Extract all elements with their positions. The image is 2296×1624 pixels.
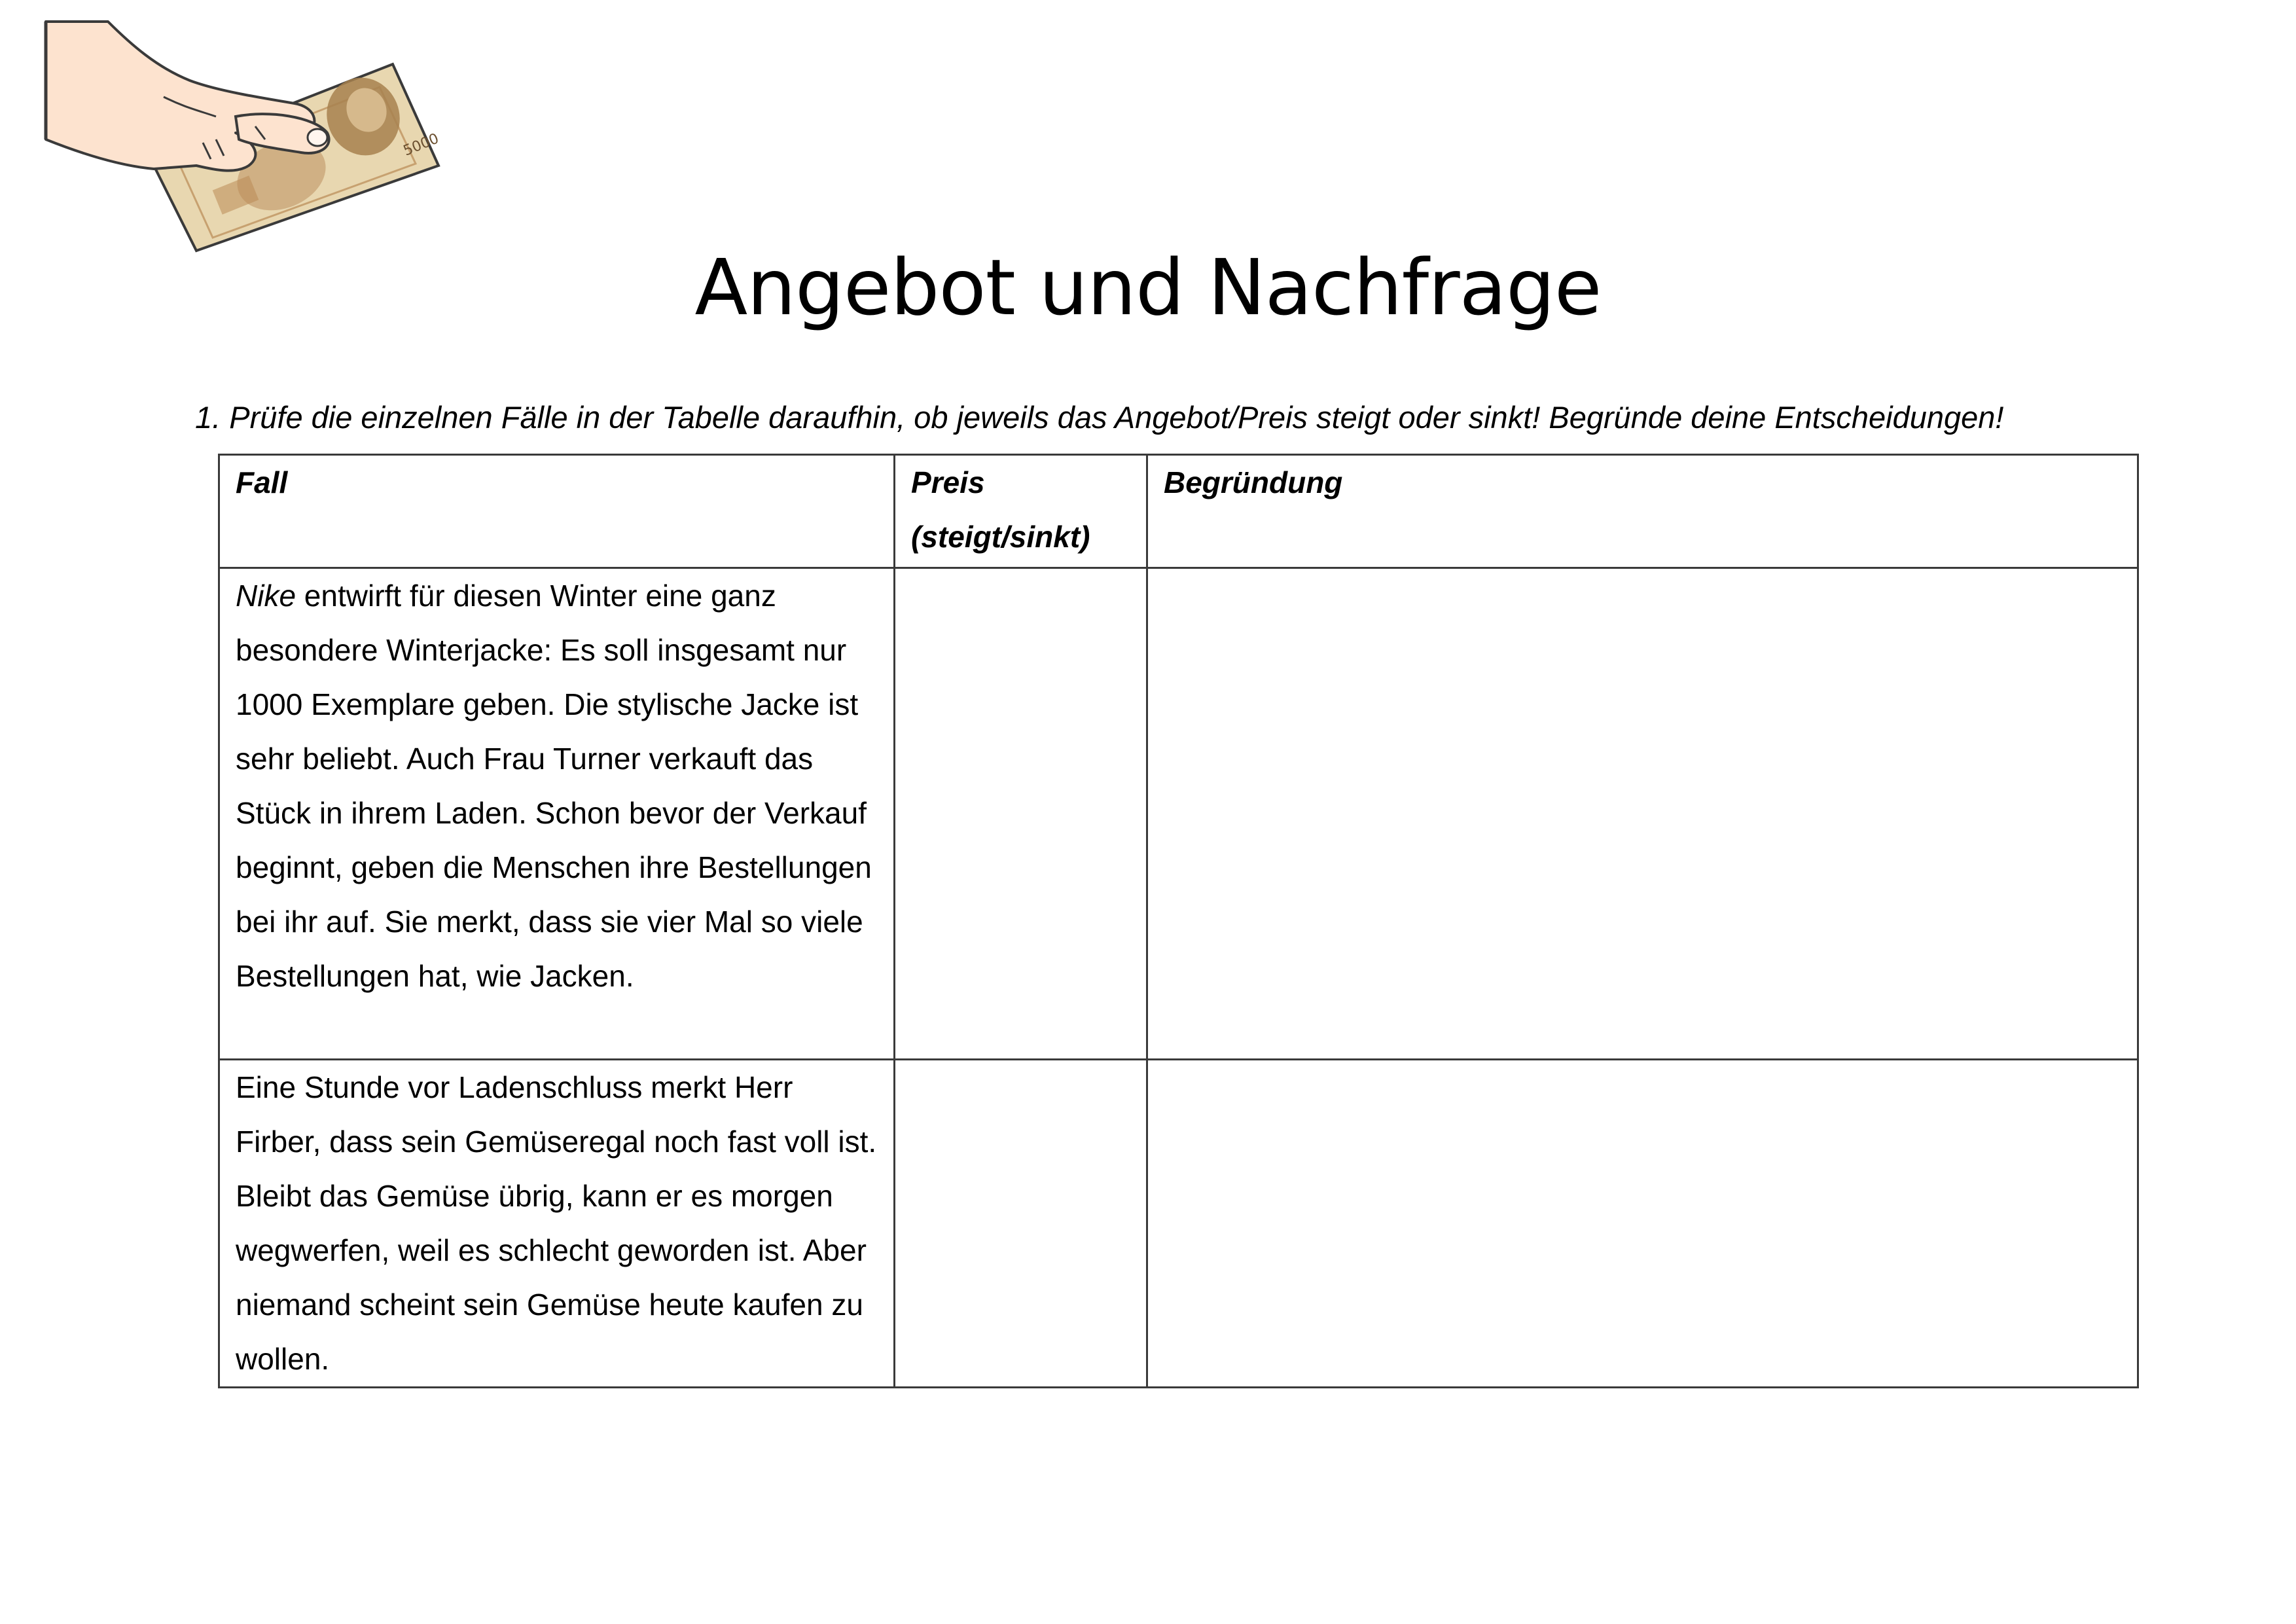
table-row [219, 568, 2138, 1060]
header-preis-label: Preis [911, 465, 985, 499]
case-description [219, 568, 895, 1060]
case-description [219, 1060, 895, 1388]
case-brand: Nike [236, 579, 296, 613]
page-title: Angebot und Nachfrage [694, 242, 1602, 333]
hand-icon [46, 22, 329, 171]
header-begruendung: Begründung [1147, 455, 2138, 568]
preis-answer-cell[interactable] [895, 568, 1147, 1060]
case-text: Eine Stunde vor Ladenschluss merkt Herr Firber, dass sein Gemüseregal noch fast voll ist. Bleibt das Gemüse übrig, kann er es morgen wegwerfen, weil es schlecht geworden ist. Aber niemand scheint sein Gemüse heute kaufen zu wollen. [236, 1070, 877, 1376]
header-preis-hint: (steigt/sinkt) [911, 520, 1090, 554]
hand-holding-banknote-icon [39, 18, 458, 261]
preis-answer-cell[interactable] [895, 1060, 1147, 1388]
task-instruction: 1. Prüfe die einzelnen Fälle in der Tabelle daraufhin, ob jeweils das Angebot/Preis steigt oder sinkt! Begründe deine Entscheidungen! [195, 400, 2004, 435]
svg-text:5000: 5000 [401, 130, 442, 160]
table-header-row [219, 455, 2138, 568]
case-text: entwirft für diesen Winter eine ganz besondere Winterjacke: Es soll insgesamt nur 1000 Exemplare geben. Die stylische Jacke ist sehr beliebt. Auch Frau Turner verkauft das Stück in ihrem Laden. Schon bevor der Verkauf beginnt, geben die Menschen ihre Bestellungen bei ihr auf. Sie merkt, dass sie vier Mal so viele Bestellungen hat, wie Jacken. [236, 579, 872, 993]
cases-table [218, 454, 2139, 1388]
header-fall: Fall [219, 455, 895, 568]
header-preis [895, 455, 1147, 568]
begruendung-answer-cell[interactable] [1147, 1060, 2138, 1388]
begruendung-answer-cell[interactable] [1147, 568, 2138, 1060]
table-row [219, 1060, 2138, 1388]
